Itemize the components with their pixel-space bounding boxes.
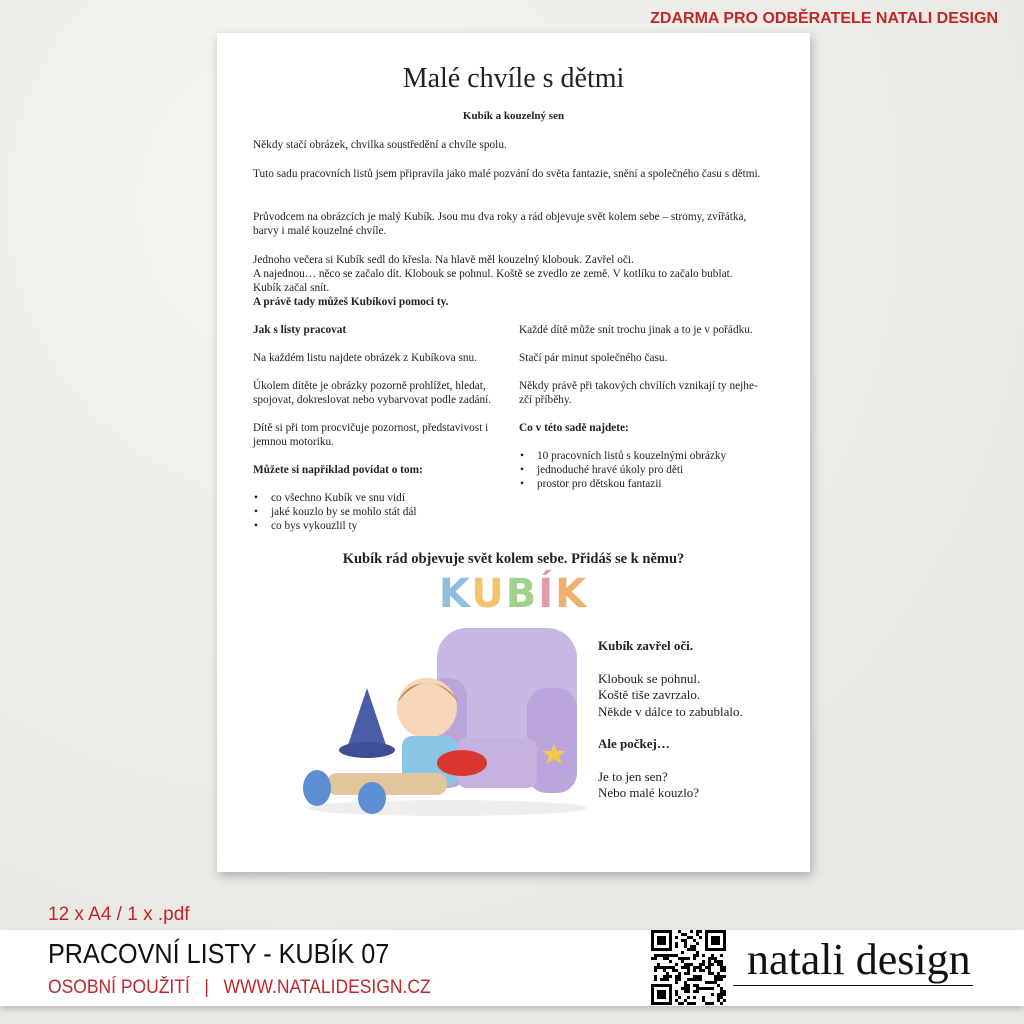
kubik-letter: Í	[538, 571, 556, 617]
list-item: • co bys vykouzlil ty	[271, 519, 508, 533]
right-paragraph: Někdy právě při takových chvílích vznikají ty nejhe-zčí příběhy.	[519, 380, 758, 406]
poem-line: Je to jen sen?	[598, 768, 668, 784]
footer-subline	[48, 977, 431, 999]
sheet-subtitle: Kubík a kouzelný sen	[462, 110, 565, 122]
poem	[598, 638, 743, 802]
right-bullets	[519, 449, 774, 491]
intro-paragraph: Tuto sadu pracovních listů jsem připravila jako malé pozvání do světa fantazie, snění a společného času s dětmi.	[253, 168, 761, 180]
right-paragraph: Každé dítě může snít trochu jinak a to je v pořádku.	[519, 324, 753, 336]
separator: |	[204, 977, 209, 998]
right-heading: Co v této sadě najdete:	[519, 422, 629, 434]
list-item: • prostor pro dětskou fantazii	[537, 477, 774, 491]
kubik-logo	[217, 571, 810, 617]
poem-line: Ale počkej…	[598, 736, 670, 751]
story-line: A najednou… něco se začalo dít. Klobouk se pohnul. Koště se zvedlo ze země. V kotlíku to začalo bublat.	[253, 268, 733, 280]
natali-design-logo: natali design	[733, 938, 973, 986]
usage-label: OSOBNÍ POUŽITÍ	[48, 977, 190, 998]
sheet-title: Malé chvíle s dětmi	[402, 63, 625, 94]
footer-band	[0, 930, 1024, 1006]
intro-paragraph: Průvodcem na obrázcích je malý Kubík. Jsou mu dva roky a rád objevuje svět kolem sebe – stromy, zvířátka, barvy i malé kouzelné chvíle.	[253, 211, 747, 237]
right-paragraph: Stačí pár minut společného času.	[519, 352, 668, 364]
left-heading: Můžete si například povídat o tom:	[253, 464, 423, 476]
left-column	[253, 323, 508, 533]
story-paragraph	[253, 253, 773, 309]
left-heading: Jak s listy pracovat	[253, 324, 347, 336]
poem-line: Někde v dálce to zabublalo.	[598, 703, 743, 719]
list-item: • jaké kouzlo by se mohlo stát dál	[271, 505, 508, 519]
poem-line: Kubík zavřel oči.	[598, 638, 693, 653]
left-bullets	[253, 491, 508, 533]
left-paragraph: Na každém listu najdete obrázek z Kubíkova snu.	[253, 352, 477, 364]
left-paragraph: Dítě si při tom procvičuje pozornost, představivost i jemnou motoriku.	[253, 422, 489, 448]
list-item: • co všechno Kubík ve snu vidí	[271, 491, 508, 505]
intro-paragraph: Někdy stačí obrázek, chvilka soustředění a chvíle spolu.	[253, 139, 507, 151]
callout-heading: Kubík rád objevuje svět kolem sebe. Přidáš se k němu?	[342, 551, 685, 567]
poem-line: Koště tiše zavrzalo.	[598, 687, 701, 702]
left-paragraph: Úkolem dítěte je obrázky pozorně prohlížet, hledat, spojovat, dokreslovat nebo vybarvovat podle zadání.	[253, 380, 492, 406]
product-title: PRACOVNÍ LISTY - KUBÍK 07	[48, 938, 390, 969]
right-column	[519, 323, 774, 491]
kubik-letter: B	[505, 571, 539, 617]
list-item: • jednoduché hravé úkoly pro děti	[537, 463, 774, 477]
promo-banner: ZDARMA PRO ODBĚRATELE NATALI DESIGN	[650, 10, 998, 27]
poem-line: Nebo malé kouzlo?	[598, 785, 700, 800]
story-line: Kubík začal snít.	[253, 282, 330, 294]
website-link[interactable]: WWW.NATALIDESIGN.CZ	[223, 977, 431, 998]
list-item: • 10 pracovních listů s kouzelnými obrázky	[537, 449, 774, 463]
worksheet-preview	[217, 33, 810, 872]
format-label: 12 x A4 / 1 x .pdf	[48, 904, 190, 925]
qr-code-icon[interactable]	[651, 930, 726, 1005]
story-bold-line: A právě tady můžeš Kubíkovi pomoci ty.	[253, 296, 449, 308]
kubik-letter: U	[471, 571, 506, 617]
boy-armchair-illustration	[277, 618, 587, 818]
kubik-letter: K	[555, 571, 589, 617]
kubik-letter: K	[438, 571, 472, 617]
poem-line: Klobouk se pohnul.	[598, 670, 701, 686]
story-line: Jednoho večera si Kubík sedl do křesla. Na hlavě měl kouzelný klobouk. Zavřel oči.	[253, 254, 634, 266]
